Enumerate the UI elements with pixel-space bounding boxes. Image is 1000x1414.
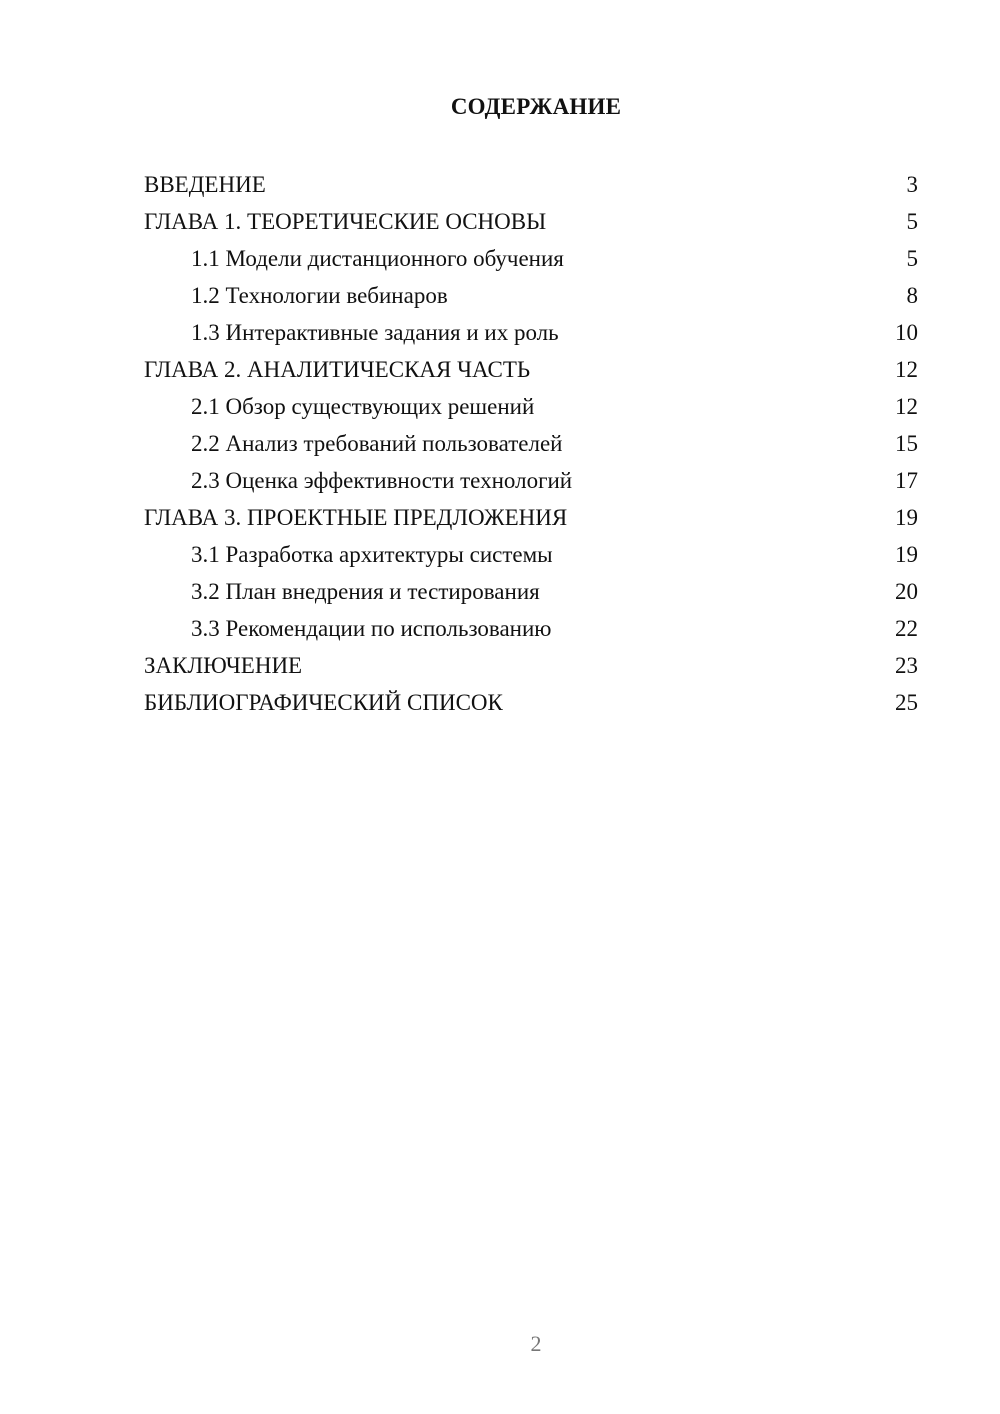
page-title: СОДЕРЖАНИЕ	[450, 94, 622, 119]
toc-entry-chapter	[144, 203, 918, 240]
toc-entry-page: 19	[895, 542, 918, 567]
toc-entry-section	[144, 425, 918, 462]
toc-entry-page: 23	[895, 653, 918, 678]
toc-entry-section	[144, 462, 918, 499]
toc-entry-chapter	[144, 647, 918, 684]
toc-entry-chapter	[144, 499, 918, 536]
toc-entry-page: 5	[906, 246, 918, 271]
toc-entry-label: 1.1 Модели дистанционного обучения	[191, 246, 564, 271]
toc-entry-label: 2.3 Оценка эффективности технологий	[191, 468, 573, 493]
toc-entry-page: 12	[895, 394, 918, 419]
toc-entry-page: 22	[895, 616, 918, 641]
toc-entry-section	[144, 277, 918, 314]
toc-entry-label: БИБЛИОГРАФИЧЕСКИЙ СПИСОК	[144, 690, 503, 715]
toc-entry-page: 15	[895, 431, 918, 456]
toc-entry-label: ВВЕДЕНИЕ	[144, 172, 266, 197]
toc-entry-page: 20	[895, 579, 918, 604]
toc-entry-label: ГЛАВА 3. ПРОЕКТНЫЕ ПРЕДЛОЖЕНИЯ	[144, 505, 568, 530]
toc-entry-label: 3.3 Рекомендации по использованию	[191, 616, 552, 641]
toc-entry-section	[144, 314, 918, 351]
toc-entry-chapter	[144, 351, 918, 388]
toc-entry-page: 25	[895, 690, 918, 715]
toc-entry-page: 10	[895, 320, 918, 345]
toc-entry-chapter	[144, 166, 918, 203]
toc-entry-label: 3.2 План внедрения и тестирования	[191, 579, 540, 604]
toc-entry-label: 1.2 Технологии вебинаров	[191, 283, 448, 308]
toc-entry-page: 3	[906, 172, 918, 197]
toc-entry-chapter	[144, 684, 918, 721]
toc-entry-page: 8	[906, 283, 918, 308]
toc-entry-label: 1.3 Интерактивные задания и их роль	[191, 320, 559, 345]
toc-entry-page: 12	[895, 357, 918, 382]
toc-entry-label: 2.2 Анализ требований пользователей	[191, 431, 563, 456]
table-of-contents	[144, 166, 918, 721]
toc-entry-section	[144, 240, 918, 277]
toc-entry-section	[144, 573, 918, 610]
toc-entry-label: 2.1 Обзор существующих решений	[191, 394, 535, 419]
toc-entry-label: ЗАКЛЮЧЕНИЕ	[144, 653, 303, 678]
page-number: 2	[530, 1331, 542, 1356]
toc-entry-label: ГЛАВА 2. АНАЛИТИЧЕСКАЯ ЧАСТЬ	[144, 357, 531, 382]
toc-entry-page: 17	[895, 468, 918, 493]
toc-entry-section	[144, 536, 918, 573]
toc-entry-label: ГЛАВА 1. ТЕОРЕТИЧЕСКИЕ ОСНОВЫ	[144, 209, 547, 234]
toc-entry-page: 19	[895, 505, 918, 530]
toc-entry-label: 3.1 Разработка архитектуры системы	[191, 542, 553, 567]
toc-entry-page: 5	[906, 209, 918, 234]
toc-entry-section	[144, 610, 918, 647]
toc-entry-section	[144, 388, 918, 425]
